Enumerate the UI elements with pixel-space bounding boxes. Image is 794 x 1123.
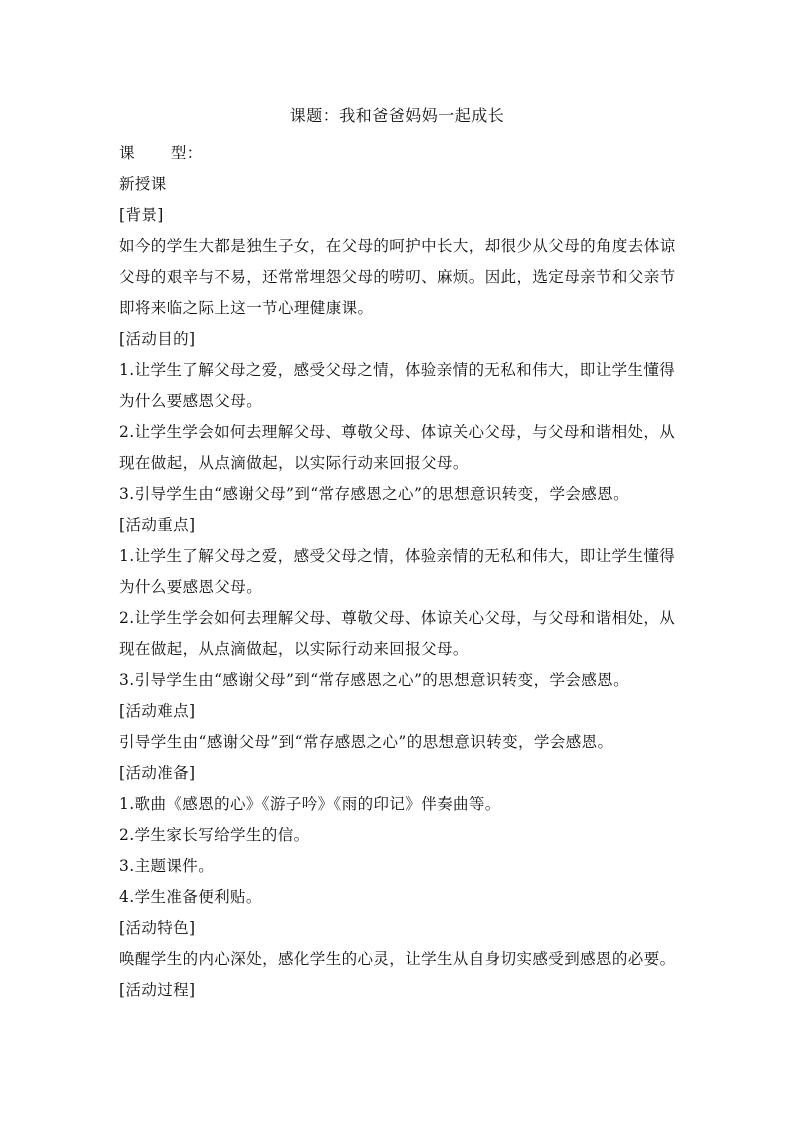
- lesson-type-label-part1: 课: [119, 144, 135, 162]
- list-item-line: 现在做起，从点滴做起，以实际行动来回报父母。: [119, 640, 469, 658]
- document-title: 课题：我和爸爸妈妈一起成长: [289, 106, 505, 125]
- list-item-line: 为什么要感恩父母。: [119, 578, 263, 596]
- list-item-line: 1.让学生了解父母之爱，感受父母之情，体验亲情的无私和伟大，即让学生懂得: [119, 547, 676, 565]
- paragraph-line: 父母的艰辛与不易，还常常埋怨父母的唠叨、麻烦。因此，选定母亲节和父亲节: [119, 268, 676, 286]
- section-heading-focus: [活动重点]: [119, 516, 196, 534]
- paragraph-line: 引导学生由“感谢父母”到“常存感恩之心”的思想意识转变，学会感恩。: [119, 733, 614, 751]
- list-item-line: 3.引导学生由“感谢父母”到“常存感恩之心”的思想意识转变，学会感恩。: [119, 671, 629, 689]
- list-item-line: 2.让学生学会如何去理解父母、尊敬父母、体谅关心父母，与父母和谐相处，从: [119, 423, 676, 441]
- section-heading-goals: [活动目的]: [119, 330, 196, 348]
- paragraph-line: 即将来临之际上这一节心理健康课。: [119, 299, 374, 317]
- lesson-type-label-part2: 型：: [170, 144, 203, 162]
- document-body: [119, 138, 679, 1006]
- paragraph-line: 如今的学生大都是独生子女，在父母的呵护中长大，却很少从父母的角度去体谅: [119, 237, 676, 255]
- list-item-line: 现在做起，从点滴做起，以实际行动来回报父母。: [119, 454, 469, 472]
- section-heading-background: [背景]: [119, 206, 164, 224]
- section-heading-preparation: [活动准备]: [119, 764, 196, 782]
- list-item-line: 1.让学生了解父母之爱，感受父母之情，体验亲情的无私和伟大，即让学生懂得: [119, 361, 676, 379]
- list-item-line: 4.学生准备便利贴。: [119, 888, 262, 906]
- lesson-type-label: [119, 138, 679, 169]
- list-item-line: 2.学生家长写给学生的信。: [119, 826, 310, 844]
- section-heading-features: [活动特色]: [119, 919, 196, 937]
- list-item-line: 为什么要感恩父母。: [119, 392, 263, 410]
- list-item-line: 1.歌曲《感恩的心》《游子吟》《雨的印记》伴奏曲等。: [119, 795, 501, 813]
- list-item-line: 3.主题课件。: [119, 857, 215, 875]
- lesson-type-value: 新授课: [119, 175, 167, 193]
- section-heading-process: [活动过程]: [119, 981, 196, 999]
- section-heading-difficulty: [活动难点]: [119, 702, 196, 720]
- list-item-line: 3.引导学生由“感谢父母”到“常存感恩之心”的思想意识转变，学会感恩。: [119, 485, 629, 503]
- list-item-line: 2.让学生学会如何去理解父母、尊敬父母、体谅关心父母，与父母和谐相处，从: [119, 609, 676, 627]
- paragraph-line: 唤醒学生的内心深处，感化学生的心灵，让学生从自身切实感受到感恩的必要。: [119, 950, 676, 968]
